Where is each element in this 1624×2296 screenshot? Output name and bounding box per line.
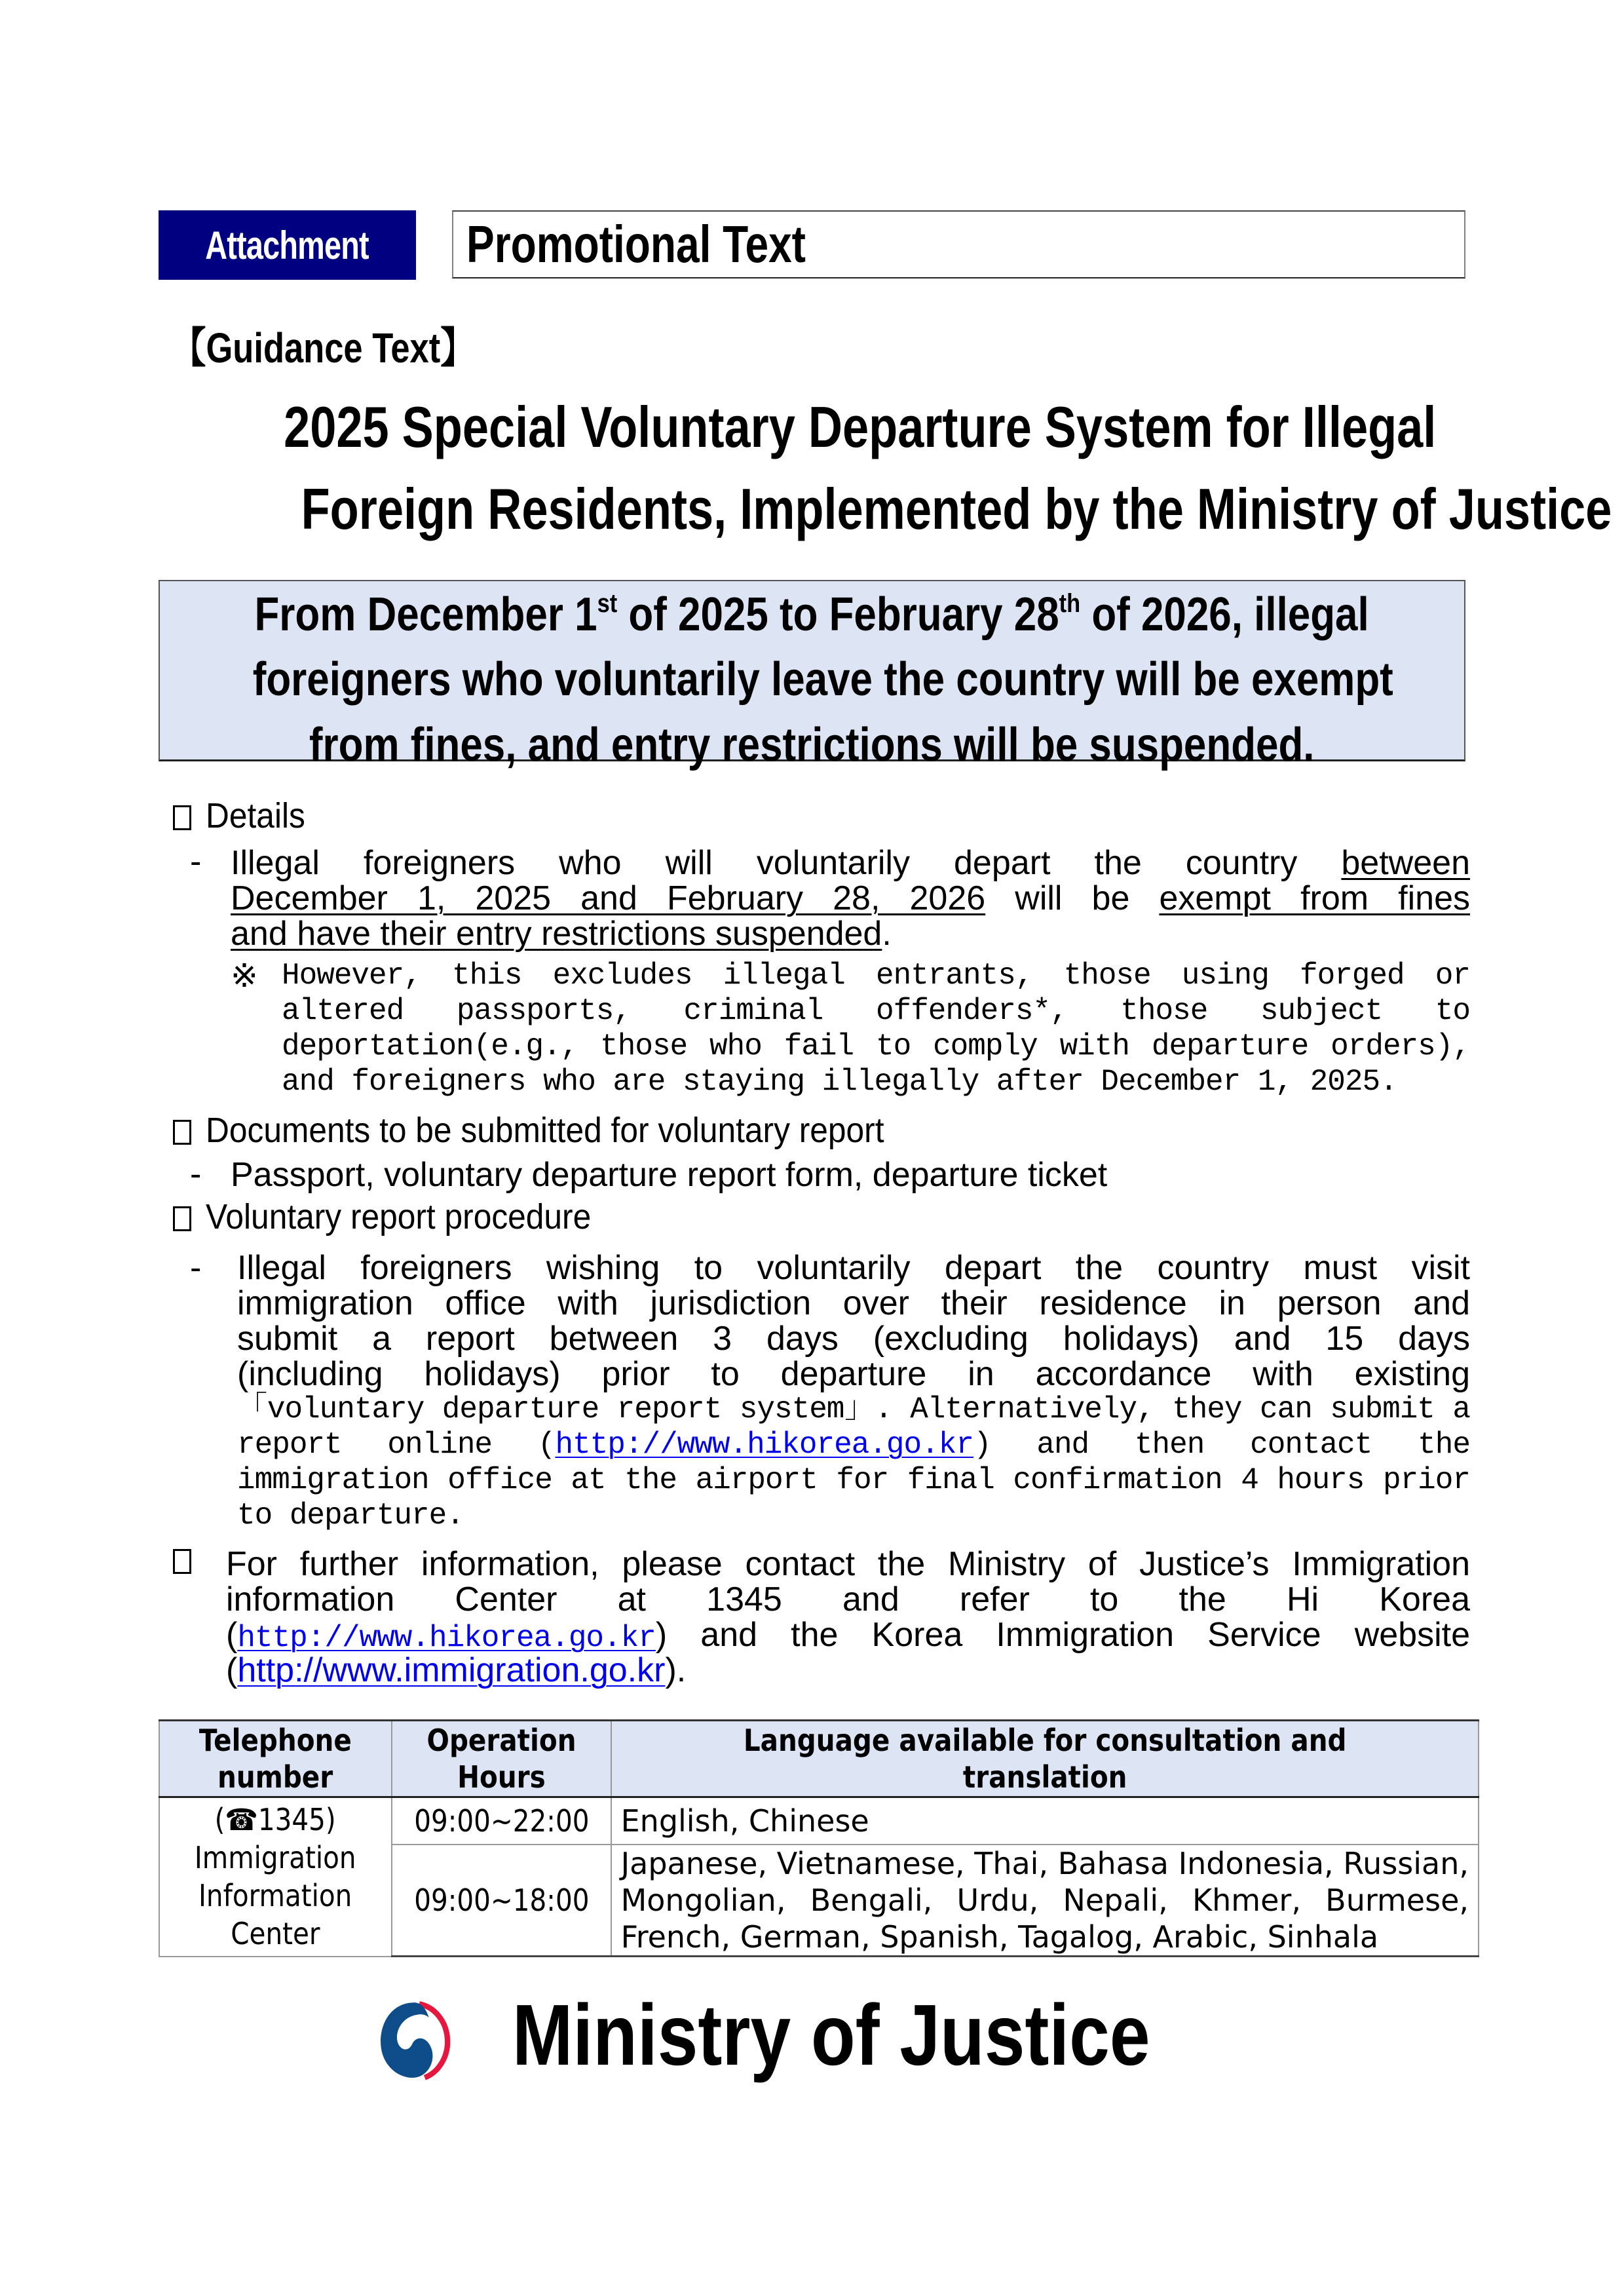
organization-name — [512, 1987, 1272, 2083]
text: . — [882, 915, 892, 953]
hl-text: of 2026, illegal — [1080, 588, 1370, 641]
section-heading-text: Voluntary report procedure — [206, 1197, 592, 1236]
section-details-heading — [173, 798, 314, 833]
para-line — [237, 1427, 1470, 1463]
underlined-text: December 1, 2025 and February 28, 2026 — [231, 879, 986, 917]
checkbox-square-icon — [173, 1120, 191, 1145]
note-line: altered passports, criminal offenders*, those subject to — [282, 994, 1470, 1028]
section-procedure-heading — [173, 1199, 624, 1234]
text: ). — [665, 1651, 687, 1689]
center-name: Immigration — [195, 1840, 356, 1876]
para-line — [231, 845, 1470, 881]
hikorea-link[interactable]: http://www.hikorea.go.kr — [555, 1428, 973, 1462]
center-name: Center — [231, 1916, 320, 1952]
underlined-text: between — [1341, 844, 1470, 882]
hikorea-link[interactable]: http://www.hikorea.go.kr — [237, 1621, 656, 1655]
highlight-line-3 — [160, 721, 1464, 769]
section-heading-text: Documents to be submitted for voluntary report — [206, 1111, 884, 1150]
para-line — [231, 881, 1470, 916]
further-info-paragraph — [226, 1546, 1470, 1688]
hl-text: of 2025 to February 28 — [617, 588, 1060, 641]
hl-sup: st — [597, 589, 618, 618]
details-note — [282, 958, 1470, 1100]
note-line: and foreigners who are staying illegally after December 1, 2025. — [282, 1065, 1397, 1099]
contact-info-table — [159, 1719, 1479, 1957]
highlight-summary-box — [159, 580, 1465, 771]
taegeuk-emblem-icon — [370, 2000, 452, 2082]
table-header-row — [159, 1721, 1479, 1797]
header-text: Hours — [457, 1759, 546, 1795]
para-line — [231, 916, 1470, 951]
languages-text: Japanese, Vietnamese, Thai, Bahasa Indonesia, Russian, — [620, 1846, 1469, 1881]
reference-mark-icon: ※ — [231, 960, 257, 997]
details-paragraph — [231, 845, 1470, 951]
note-line: deportation(e.g., those who fail to comply with departure orders), — [282, 1029, 1470, 1063]
hl-text: foreigners who voluntarily leave the country will be exempt — [252, 653, 1393, 706]
text: will be — [985, 879, 1160, 917]
para-line: immigration office at the airport for final confirmation 4 hours prior — [237, 1463, 1470, 1497]
attachment-label: Attachment — [205, 223, 369, 267]
phone-number: (☎1345) — [215, 1802, 337, 1838]
page-title-line-2 — [157, 476, 1612, 541]
languages-text: Mongolian, Bengali, Urdu, Nepali, Khmer, Burmese, — [620, 1883, 1469, 1918]
hl-text: from fines, and entry restrictions will be suspended. — [309, 719, 1315, 771]
underlined-text: exempt from fines — [1159, 879, 1470, 917]
header-phone — [159, 1721, 392, 1797]
checkbox-square-icon — [173, 805, 191, 830]
languages-cell — [611, 1845, 1479, 1957]
para-line: For further information, please contact the Ministry of Justice’s Immigration — [226, 1545, 1470, 1583]
title-text-2: Foreign Residents, Implemented by the Ministry of Justice — [301, 476, 1612, 541]
guidance-text: 【Guidance Text】 — [172, 324, 475, 372]
highlight-line-1 — [160, 588, 1464, 641]
text: ) and the Korea Immigration Service website — [655, 1616, 1470, 1654]
organization-text: Ministry of Justice — [512, 1987, 1150, 2083]
dash-bullet: - — [190, 1249, 202, 1287]
header-languages — [611, 1721, 1479, 1797]
text: ( — [226, 1616, 238, 1654]
note-line: However, this excludes illegal entrants, those using forged or — [282, 959, 1470, 993]
center-name: Information — [198, 1878, 352, 1914]
text: report online ( — [237, 1428, 556, 1462]
para-line — [226, 1617, 1470, 1653]
promotional-text-box — [452, 210, 1465, 278]
promotional-label: Promotional Text — [466, 215, 806, 273]
page-title-line-1 — [157, 394, 1467, 459]
procedure-paragraph — [237, 1250, 1470, 1533]
dash-bullet: - — [190, 843, 202, 881]
title-text-1: 2025 Special Voluntary Departure System for Illegal — [284, 394, 1437, 459]
header-text: number — [217, 1759, 333, 1795]
para-line: submit a report between 3 days (excluding holidays) and 15 days — [237, 1320, 1470, 1358]
hours-cell — [392, 1797, 611, 1845]
para-line: Illegal foreigners wishing to voluntarily depart the country must visit — [237, 1249, 1470, 1287]
hl-sup: th — [1059, 589, 1081, 618]
section-documents-heading — [173, 1113, 943, 1148]
header-text: Telephone — [199, 1723, 352, 1758]
para-line: to departure. — [237, 1499, 464, 1533]
immigration-link[interactable]: http://www.immigration.go.kr — [237, 1651, 666, 1689]
underlined-text: and have their entry restrictions suspended — [231, 915, 882, 953]
hours-cell — [392, 1845, 611, 1957]
text: Illegal foreigners who will voluntarily depart the country — [231, 844, 1342, 882]
para-line: 「voluntary departure report system」. Alternatively, they can submit a — [237, 1392, 1470, 1426]
hours-text: 09:00~18:00 — [413, 1883, 589, 1918]
guidance-label — [172, 315, 541, 375]
highlight-line-2 — [160, 653, 1464, 706]
languages-text: English, Chinese — [620, 1803, 869, 1839]
para-line — [226, 1653, 1470, 1688]
header-hours — [392, 1721, 611, 1797]
phone-cell — [159, 1797, 392, 1957]
table-row — [159, 1797, 1479, 1845]
documents-item — [231, 1157, 1107, 1193]
header-text: Language available for consultation and translation — [743, 1723, 1347, 1795]
header-text: Operation — [426, 1723, 576, 1758]
languages-cell — [611, 1797, 1479, 1845]
hl-text: From December 1 — [254, 588, 597, 641]
attachment-badge — [159, 210, 416, 280]
text: ) and then contact the — [973, 1428, 1470, 1462]
dash-bullet: - — [190, 1155, 202, 1193]
text: ( — [226, 1651, 238, 1689]
hours-text: 09:00~22:00 — [413, 1803, 589, 1839]
para-line: (including holidays) prior to departure in accordance with existing — [237, 1355, 1470, 1393]
checkbox-square-icon — [173, 1206, 191, 1231]
languages-text: French, German, Spanish, Tagalog, Arabic, Sinhala — [620, 1919, 1379, 1955]
checkbox-square-icon — [173, 1549, 191, 1574]
para-line: information Center at 1345 and refer to the Hi Korea — [226, 1580, 1470, 1618]
section-heading-text: Details — [206, 796, 305, 835]
documents-text: Passport, voluntary departure report form, departure ticket — [231, 1156, 1108, 1194]
para-line: immigration office with jurisdiction over their residence in person and — [237, 1284, 1470, 1322]
